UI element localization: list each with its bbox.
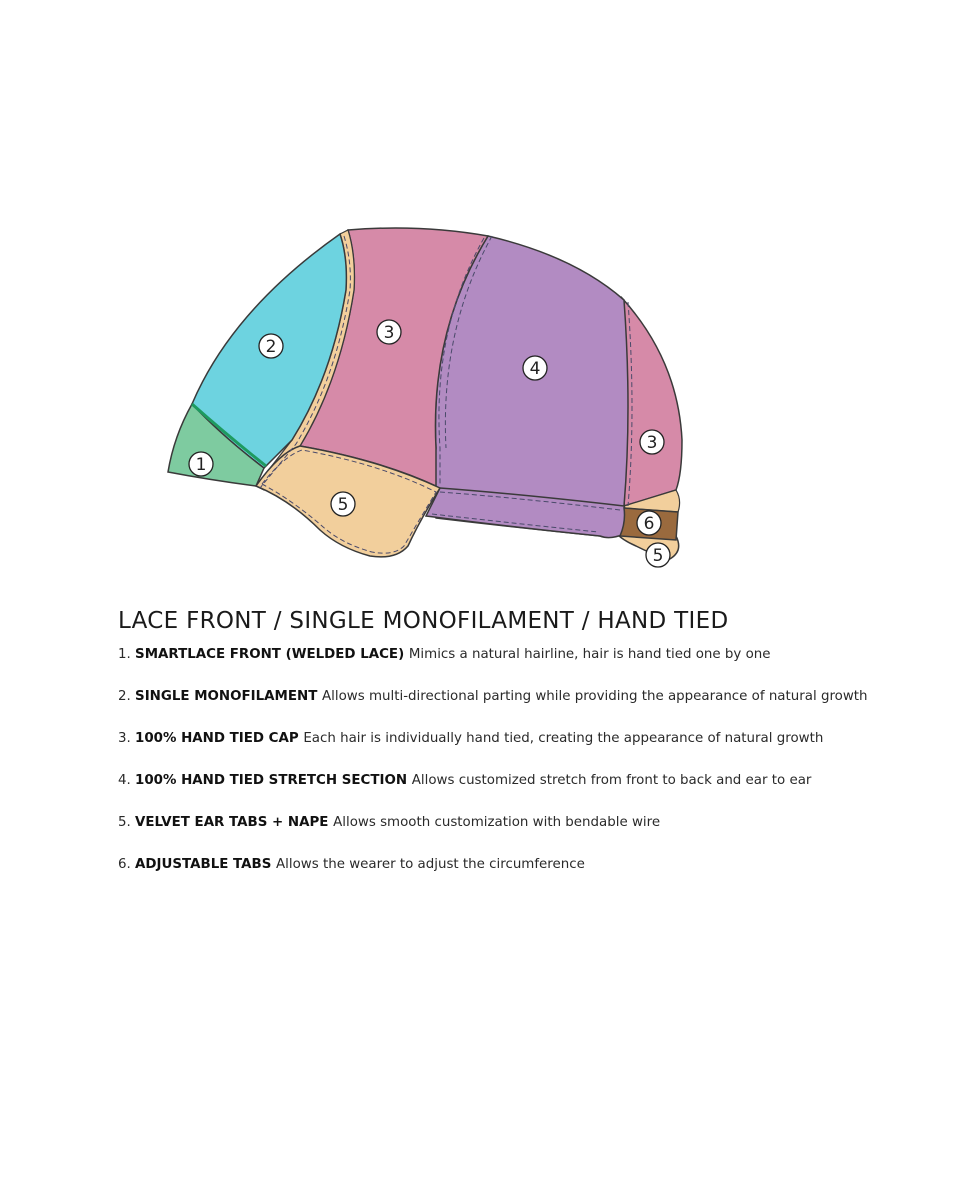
legend-item-description: Allows smooth customization with bendable wire xyxy=(333,815,661,830)
marker-1 xyxy=(189,452,213,476)
marker-6 xyxy=(637,511,661,535)
legend-item-label: SINGLE MONOFILAMENT xyxy=(135,689,323,704)
svg-text:3: 3 xyxy=(383,323,395,343)
marker-2 xyxy=(259,334,283,358)
legend-item-number: 5. xyxy=(118,815,136,830)
svg-text:1: 1 xyxy=(195,455,207,475)
legend-item-description: Allows multi-directional parting while providing the appearance of natural growth xyxy=(322,689,868,704)
marker-3-back xyxy=(640,430,664,454)
legend-item xyxy=(118,772,918,814)
legend-item xyxy=(118,856,918,898)
legend-item-description: Each hair is individually hand tied, creating the appearance of natural growth xyxy=(303,731,824,746)
marker-5-ear xyxy=(331,492,355,516)
svg-text:3: 3 xyxy=(646,433,658,453)
legend-title: LACE FRONT / SINGLE MONOFILAMENT / HAND TIED xyxy=(118,608,729,634)
svg-text:2: 2 xyxy=(265,337,277,357)
svg-text:5: 5 xyxy=(337,495,349,515)
legend-item-number: 1. xyxy=(118,647,136,662)
svg-text:4: 4 xyxy=(529,359,541,379)
legend-item xyxy=(118,688,918,730)
legend xyxy=(118,608,918,898)
legend-item-description: Allows customized stretch from front to back and ear to ear xyxy=(411,773,812,788)
legend-item xyxy=(118,646,918,688)
legend-item-number: 4. xyxy=(118,773,136,788)
legend-item-number: 3. xyxy=(118,731,136,746)
svg-text:5: 5 xyxy=(652,546,664,566)
legend-item-label: SMARTLACE FRONT (WELDED LACE) xyxy=(135,647,409,662)
marker-3-front xyxy=(377,320,401,344)
legend-item xyxy=(118,730,918,772)
legend-item xyxy=(118,814,918,856)
legend-item-label: VELVET EAR TABS + NAPE xyxy=(135,815,334,830)
hand-tied-cap-back-region xyxy=(622,298,682,506)
legend-item-label: 100% HAND TIED CAP xyxy=(135,731,304,746)
marker-4 xyxy=(523,356,547,380)
svg-text:6: 6 xyxy=(643,514,655,534)
legend-item-description: Mimics a natural hairline, hair is hand tied one by one xyxy=(408,647,771,662)
legend-item-label: 100% HAND TIED STRETCH SECTION xyxy=(135,773,412,788)
legend-item-label: ADJUSTABLE TABS xyxy=(135,857,277,872)
legend-item-number: 6. xyxy=(118,857,136,872)
legend-item-number: 2. xyxy=(118,689,136,704)
legend-item-description: Allows the wearer to adjust the circumference xyxy=(276,857,585,872)
marker-5-nape xyxy=(646,543,670,567)
